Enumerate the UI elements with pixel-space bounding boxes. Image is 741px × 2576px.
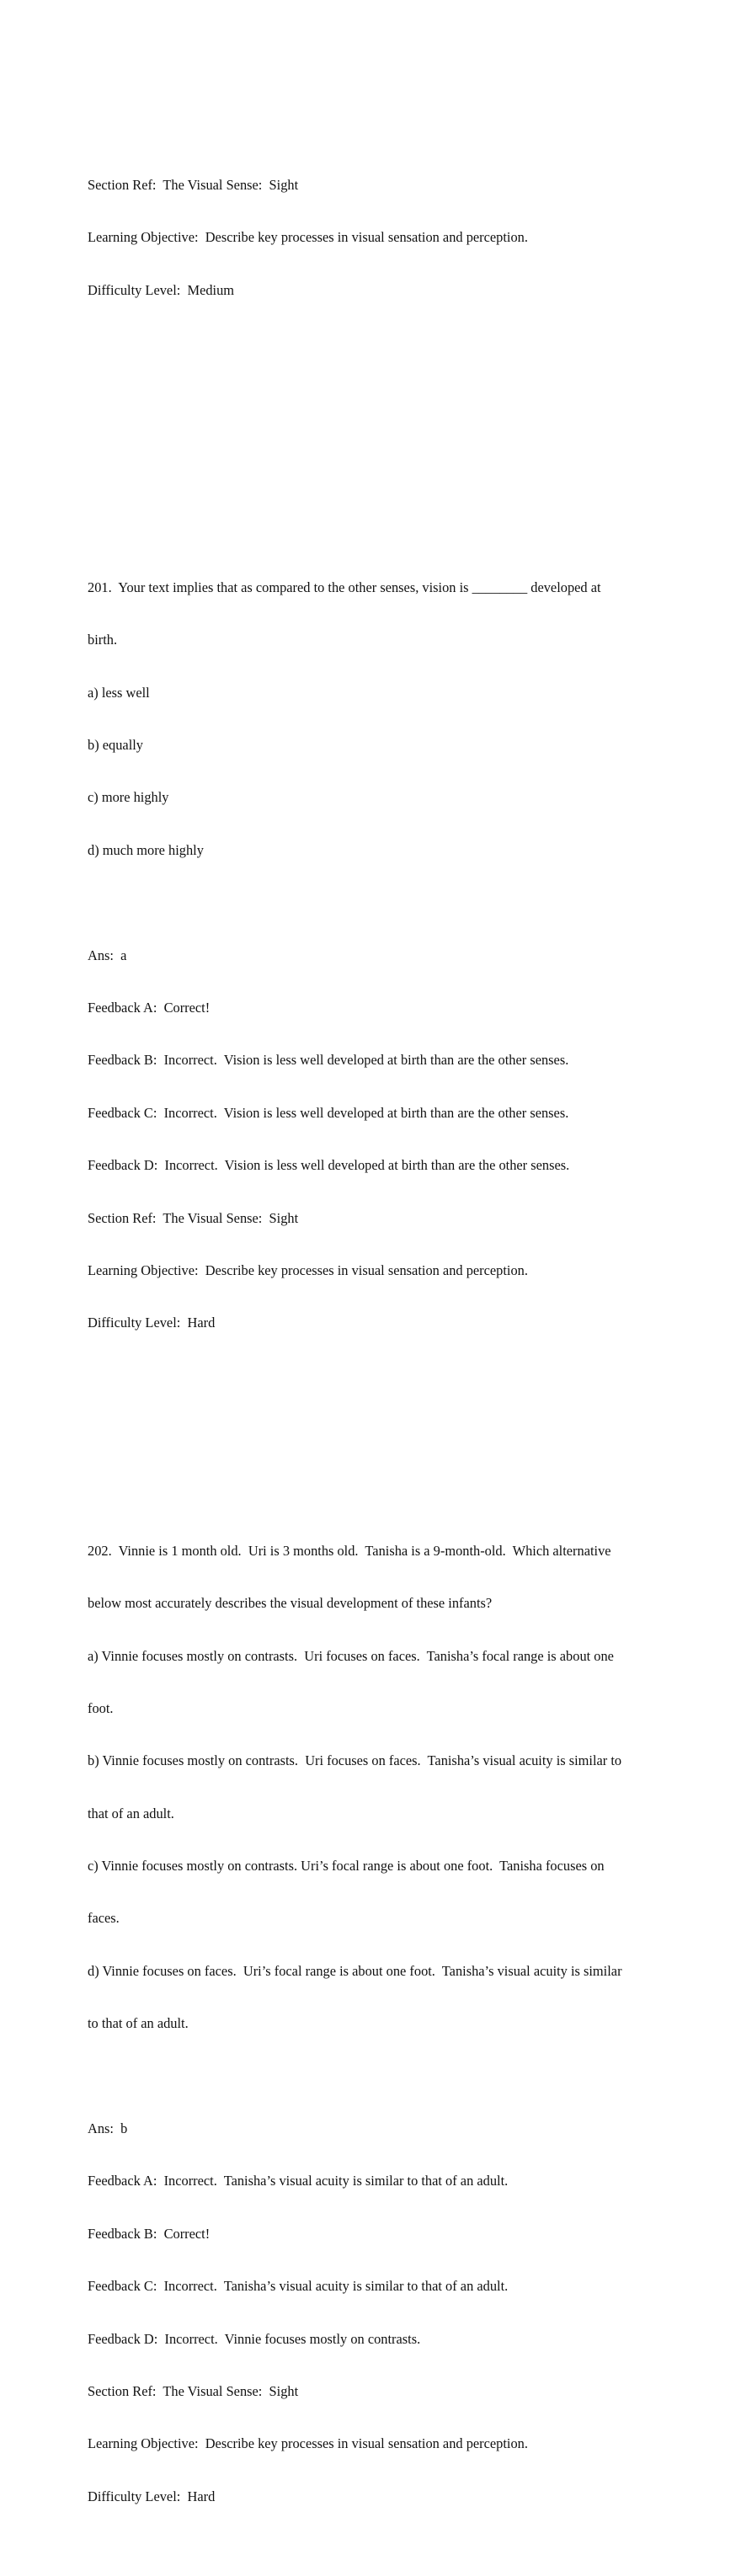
learning-objective: Learning Objective: Describe key processes in visual sensation and perception. xyxy=(88,1262,528,1278)
question-stem-continued: below most accurately describes the visual development of these infants? xyxy=(88,1595,493,1612)
option-b: b) Vinnie focuses mostly on contrasts. Uri focuses on faces. Tanisha’s visual acuity is similar to xyxy=(88,1752,622,1769)
section-ref: Section Ref: The Visual Sense: Sight xyxy=(88,1209,299,1226)
option-c-continued: faces. xyxy=(88,1910,120,1927)
difficulty-level: Difficulty Level: Hard xyxy=(88,1315,216,1331)
question-stem-continued: birth. xyxy=(88,632,118,648)
option-d: d) Vinnie focuses on faces. Uri’s focal range is about one foot. Tanisha’s visual acuity is similar xyxy=(88,1962,622,1979)
question-stem: 202. Vinnie is 1 month old. Uri is 3 months old. Tanisha is a 9-month-old. Which alternative xyxy=(88,1542,611,1559)
preamble-block xyxy=(88,141,660,334)
section-ref: Section Ref: The Visual Sense: Sight xyxy=(88,176,299,193)
learning-objective: Learning Objective: Describe key processes in visual sensation and perception. xyxy=(88,2435,528,2452)
option-b: b) equally xyxy=(88,737,143,754)
difficulty-level: Difficulty Level: Hard xyxy=(88,2488,216,2504)
question-stem: 201. Your text implies that as compared to the other senses, vision is ________ developed at xyxy=(88,579,601,595)
answer: Ans: a xyxy=(88,947,127,963)
feedback-d: Feedback D: Incorrect. Vision is less well developed at birth than are the other senses. xyxy=(88,1157,570,1174)
option-c: c) more highly xyxy=(88,789,169,806)
question-201 xyxy=(88,544,660,1367)
document-page xyxy=(88,89,660,2576)
feedback-b: Feedback B: Incorrect. Vision is less well developed at birth than are the other senses. xyxy=(88,1052,569,1069)
answer: Ans: b xyxy=(88,2120,128,2137)
option-c: c) Vinnie focuses mostly on contrasts. Uri’s focal range is about one foot. Tanisha focuses on xyxy=(88,1858,605,1875)
feedback-a: Feedback A: Incorrect. Tanisha’s visual acuity is similar to that of an adult. xyxy=(88,2173,509,2189)
option-d-continued: to that of an adult. xyxy=(88,2015,189,2032)
option-a: a) less well xyxy=(88,684,150,701)
feedback-c: Feedback C: Incorrect. Vision is less well developed at birth than are the other senses. xyxy=(88,1104,569,1121)
feedback-c: Feedback C: Incorrect. Tanisha’s visual acuity is similar to that of an adult. xyxy=(88,2278,509,2295)
difficulty-level: Difficulty Level: Medium xyxy=(88,281,235,298)
option-d: d) much more highly xyxy=(88,841,204,858)
feedback-b: Feedback B: Correct! xyxy=(88,2225,211,2242)
option-a: a) Vinnie focuses mostly on contrasts. Uri focuses on faces. Tanisha’s focal range is about one xyxy=(88,1647,614,1664)
option-b-continued: that of an adult. xyxy=(88,1805,174,1821)
feedback-a: Feedback A: Correct! xyxy=(88,1000,211,1016)
question-202 xyxy=(88,1507,660,2541)
feedback-d: Feedback D: Incorrect. Vinnie focuses mostly on contrasts. xyxy=(88,2330,421,2347)
section-ref: Section Ref: The Visual Sense: Sight xyxy=(88,2383,299,2399)
option-a-continued: foot. xyxy=(88,1699,114,1716)
learning-objective: Learning Objective: Describe key processes in visual sensation and perception. xyxy=(88,229,528,246)
